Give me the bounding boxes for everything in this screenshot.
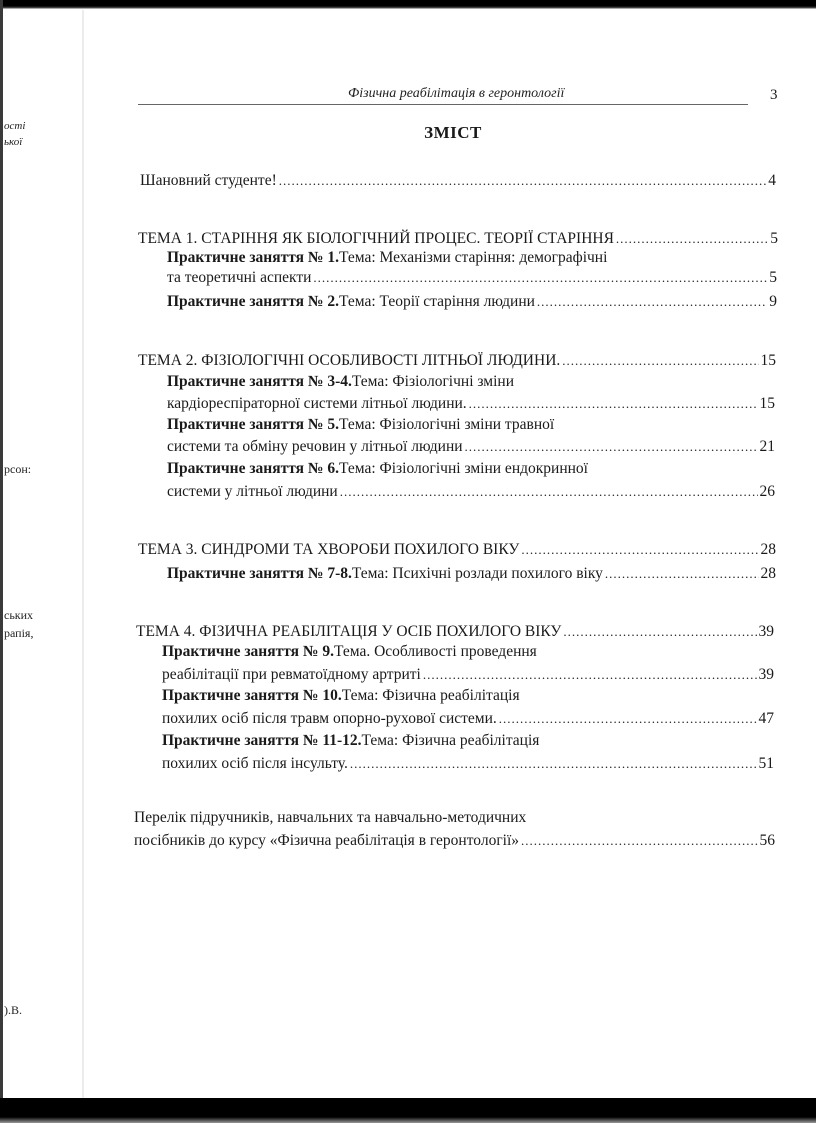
toc-page-number: 39 <box>758 623 774 640</box>
toc-entry-practical-1[interactable] <box>167 248 607 267</box>
toc-entry-text: Шановний студенте! <box>140 172 277 189</box>
leader-dots <box>563 622 756 641</box>
toc-entry-practical-9[interactable] <box>162 642 537 661</box>
practical-label: Практичне заняття № 10. <box>162 687 342 704</box>
practical-label: Практичне заняття № 7-8. <box>167 565 352 582</box>
toc-page-number: 28 <box>760 565 776 582</box>
toc-entry-text: похилих осіб після інсульту. <box>162 755 348 772</box>
leader-dots <box>469 394 758 413</box>
toc-entry-practical-6[interactable] <box>167 459 588 478</box>
toc-page-number: 21 <box>759 438 775 455</box>
toc-entry-text: Тема: Фізіологічні зміни ендокринної <box>338 460 588 477</box>
prev-page-fragment: рсон: <box>4 462 32 476</box>
toc-entry-text: Тема: Фізична реабілітація <box>341 687 520 704</box>
toc-entry-text: Тема: Механізми старіння: демографічні <box>338 249 608 266</box>
leader-dots <box>616 229 768 248</box>
practical-label: Практичне заняття № 9. <box>162 643 334 660</box>
leader-dots <box>340 482 758 501</box>
toc-page-number: 4 <box>768 172 776 189</box>
leader-dots <box>562 351 758 370</box>
practical-label: Практичне заняття № 6. <box>167 460 339 477</box>
toc-entry-practical-7-8[interactable] <box>167 564 776 583</box>
toc-page-number: 26 <box>759 483 775 500</box>
toc-page-number: 5 <box>770 230 778 247</box>
toc-entry-text: ТЕМА 4. ФІЗИЧНА РЕАБІЛІТАЦІЯ У ОСІБ ПОХИЛОГО ВІКУ <box>136 623 562 640</box>
toc-entry-text: Тема. Особливості проведення <box>333 643 537 660</box>
practical-label: Практичне заняття № 11-12. <box>162 732 362 749</box>
toc-entry-practical-11-12-cont[interactable] <box>162 754 774 773</box>
toc-entry-topic-3[interactable] <box>138 540 776 559</box>
toc-page-number: 15 <box>760 352 776 369</box>
toc-entry-text: реабілітації при ревматоїдному артриті <box>162 666 421 683</box>
toc-entry-topic-1[interactable] <box>138 229 778 248</box>
leader-dots <box>499 709 757 728</box>
previous-page-bleed <box>4 0 84 1123</box>
toc-entry-topic-4[interactable] <box>136 622 774 641</box>
toc-entry-topic-2[interactable] <box>138 351 776 370</box>
leader-dots <box>537 292 767 311</box>
leader-dots <box>465 437 758 456</box>
prev-page-fragment: ських <box>4 608 34 622</box>
toc-entry-text: посібників до курсу «Фізична реабілітація в геронтології» <box>134 832 520 849</box>
toc-entry-text: Тема: Теорії старіння людини <box>338 293 535 310</box>
running-header <box>138 85 778 105</box>
prev-page-fragment: ької <box>4 136 23 148</box>
toc-entry-text: Тема: Психічні розлади похилого віку <box>351 565 603 582</box>
practical-label: Практичне заняття № 1. <box>167 249 339 266</box>
toc-entry-bibliography-cont[interactable] <box>134 831 775 850</box>
toc-page-number: 56 <box>759 832 775 849</box>
leader-dots <box>350 754 757 773</box>
toc-entry-practical-10-cont[interactable] <box>162 709 774 728</box>
practical-label: Практичне заняття № 3-4. <box>167 373 352 390</box>
toc-entry-practical-11-12[interactable] <box>162 731 539 750</box>
toc-entry-text: Тема: Фізіологічні зміни <box>351 373 514 390</box>
toc-page-number: 47 <box>758 710 774 727</box>
leader-dots <box>423 665 757 684</box>
toc-page-number: 28 <box>760 541 776 558</box>
toc-entry-practical-5[interactable] <box>167 415 554 434</box>
toc-entry-practical-5-cont[interactable] <box>167 437 775 456</box>
header-rule <box>138 104 748 105</box>
leader-dots <box>313 268 767 287</box>
toc-title: ЗМІСТ <box>424 123 482 142</box>
toc-entry-practical-10[interactable] <box>162 686 520 705</box>
scan-bottom-edge <box>0 1098 816 1123</box>
toc-entry-practical-9-cont[interactable] <box>162 665 774 684</box>
toc-entry-practical-2[interactable] <box>167 292 777 311</box>
scan-top-edge <box>0 0 816 9</box>
leader-dots <box>521 831 757 850</box>
toc-entry-intro[interactable] <box>140 171 776 190</box>
toc-page-number: 39 <box>758 666 774 683</box>
toc-entry-bibliography[interactable] <box>134 808 526 827</box>
prev-page-fragment: ості <box>4 120 26 132</box>
toc-entry-text: Перелік підручників, навчальних та навчально-методичних <box>134 809 527 826</box>
toc-entry-text: системи у літньої людини <box>167 483 338 500</box>
toc-entry-text: системи та обміну речовин у літньої людини <box>167 438 463 455</box>
leader-dots <box>279 171 767 190</box>
running-title: Фізична реабілітація в геронтології <box>348 86 565 101</box>
toc-entry-text: Тема: Фізіологічні зміни травної <box>338 416 555 433</box>
leader-dots <box>605 564 759 583</box>
toc-entry-practical-3-4-cont[interactable] <box>167 394 775 413</box>
toc-entry-text: ТЕМА 1. СТАРІННЯ ЯК БІОЛОГІЧНИЙ ПРОЦЕС. ТЕОРІЇ СТАРІННЯ <box>138 230 614 247</box>
leader-dots <box>521 540 758 559</box>
toc-entry-practical-1-cont[interactable] <box>167 268 777 287</box>
toc-page-number: 5 <box>769 269 777 286</box>
page-number: 3 <box>770 87 778 103</box>
toc-entry-text: Тема: Фізична реабілітація <box>361 732 540 749</box>
toc-entry-text: ТЕМА 3. СИНДРОМИ ТА ХВОРОБИ ПОХИЛОГО ВІКУ <box>138 541 520 558</box>
toc-entry-text: кардіореспіраторної системи літньої людини. <box>167 395 467 412</box>
toc-entry-text: ТЕМА 2. ФІЗІОЛОГІЧНІ ОСОБЛИВОСТІ ЛІТНЬОЇ ЛЮДИНИ. <box>138 352 561 369</box>
toc-entry-text: похилих осіб після травм опорно-рухової системи. <box>162 710 497 727</box>
toc-page-number: 9 <box>769 293 777 310</box>
toc-entry-practical-3-4[interactable] <box>167 372 514 391</box>
toc-entry-practical-6-cont[interactable] <box>167 482 775 501</box>
prev-page-fragment: ).В. <box>4 1003 22 1017</box>
prev-page-fragment: рапія, <box>4 626 34 640</box>
toc-page-number: 51 <box>758 755 774 772</box>
scan-left-edge <box>0 0 3 1123</box>
toc-page-number: 15 <box>759 395 775 412</box>
practical-label: Практичне заняття № 2. <box>167 293 339 310</box>
toc-entry-text: та теоретичні аспекти <box>167 269 312 286</box>
practical-label: Практичне заняття № 5. <box>167 416 339 433</box>
